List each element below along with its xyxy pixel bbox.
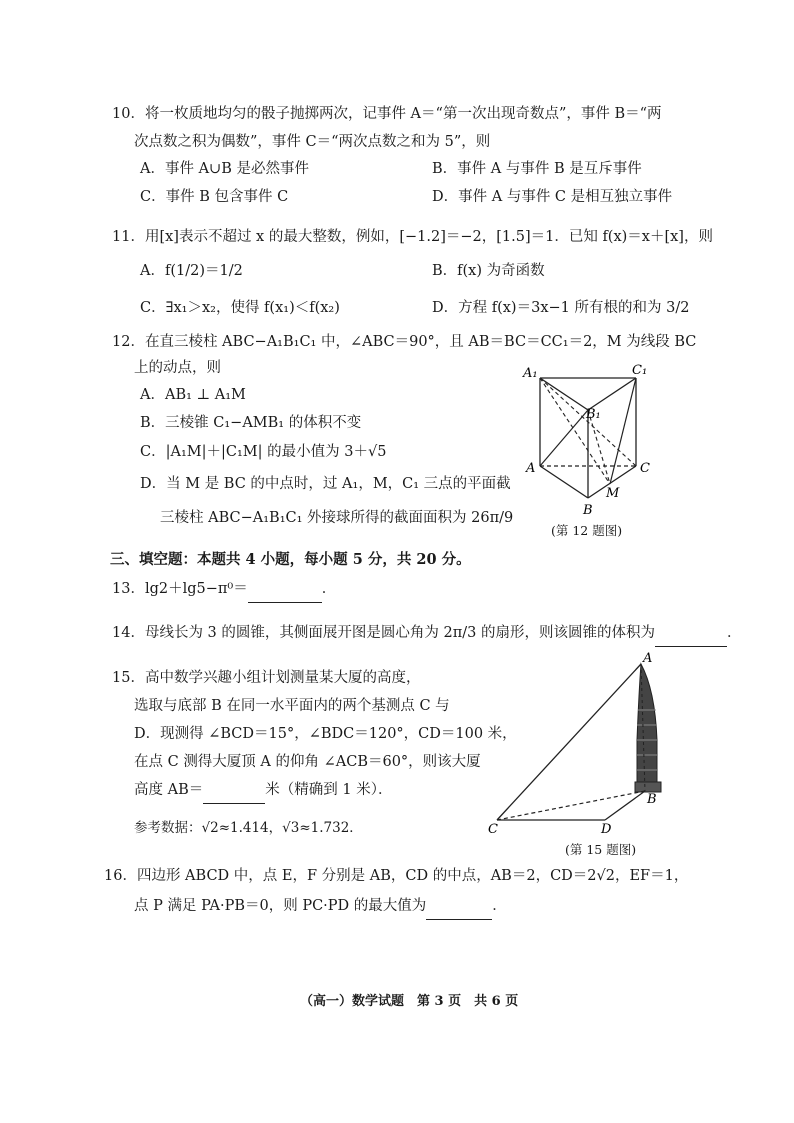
q15-line2: 选取与底部 B 在同一水平面内的两个基测点 C 与 bbox=[134, 698, 450, 714]
section-3-heading: 三、填空题：本题共 4 小题，每小题 5 分，共 20 分。 bbox=[110, 551, 471, 568]
label-d: D bbox=[601, 822, 612, 837]
q13-answer-blank[interactable] bbox=[248, 586, 322, 603]
label-m: M bbox=[606, 486, 620, 501]
q15-line4: 在点 C 测得大厦顶 A 的仰角 ∠ACB＝60°，则该大厦 bbox=[134, 754, 481, 770]
q12-option-d-line1: D．当 M 是 BC 的中点时，过 A₁，M，C₁ 三点的平面截 bbox=[140, 476, 511, 492]
q11-option-c: C．∃x₁＞x₂，使得 f(x₁)＜f(x₂) bbox=[140, 300, 340, 316]
q14-line: 14．母线长为 3 的圆锥，其侧面展开图是圆心角为 2π/3 的扇形，则该圆锥的体积为 ． bbox=[112, 619, 741, 647]
q11-option-a: A．f(1/2)＝1/2 bbox=[140, 263, 243, 279]
q14-answer-blank[interactable] bbox=[655, 630, 727, 647]
q12-figure-caption: (第 12 题图) bbox=[551, 523, 623, 538]
q10-stem-line1: 10．将一枚质地均匀的骰子抛掷两次，记事件 A＝“第一次出现奇数点”，事件 B＝“两 bbox=[112, 106, 662, 122]
q15-answer-blank[interactable] bbox=[203, 787, 265, 804]
label-b1: B₁ bbox=[586, 407, 601, 422]
q15-line3: D．现测得 ∠BCD＝15°，∠BDC＝120°，CD＝100 米， bbox=[134, 726, 517, 742]
q15-line1: 15．高中数学兴趣小组计划测量某大厦的高度， bbox=[112, 670, 421, 686]
q14-stem: 14．母线长为 3 的圆锥，其侧面展开图是圆心角为 2π/3 的扇形，则该圆锥的体积为 bbox=[112, 625, 655, 641]
label-c: C bbox=[488, 822, 498, 837]
q12-option-b: B．三棱锥 C₁−AMB₁ 的体积不变 bbox=[140, 415, 362, 431]
q13-stem: 13．lg2＋lg5−π⁰＝ bbox=[112, 581, 248, 597]
q10-option-b: B．事件 A 与事件 B 是互斥事件 bbox=[432, 161, 642, 177]
label-b: B bbox=[647, 792, 657, 807]
page-footer: （高一）数学试题 第 3 页 共 6 页 bbox=[300, 994, 519, 1009]
label-c1: C₁ bbox=[632, 363, 648, 378]
label-c: C bbox=[640, 461, 650, 476]
q15-line5-a: 高度 AB＝ bbox=[134, 782, 204, 798]
q12-option-c: C．|A₁M|＋|C₁M| 的最小值为 3＋√5 bbox=[140, 444, 387, 460]
q12-option-d-line2: 三棱柱 ABC−A₁B₁C₁ 外接球所得的截面面积为 26π/9 bbox=[160, 510, 514, 526]
q16-answer-blank[interactable] bbox=[426, 903, 492, 920]
q12-option-a: A．AB₁ ⊥ A₁M bbox=[140, 387, 246, 403]
q15-figure-caption: (第 15 题图) bbox=[565, 842, 637, 857]
q10-option-c: C．事件 B 包含事件 C bbox=[140, 189, 289, 205]
q15-line5 bbox=[134, 776, 392, 804]
q12-prism-figure bbox=[520, 360, 660, 520]
q10-option-a: A．事件 A∪B 是必然事件 bbox=[140, 161, 309, 177]
q16-line2: 点 P 满足 PA·PB＝0，则 PC·PD 的最大值为 ． bbox=[134, 892, 507, 920]
q11-stem: 11．用[x]表示不超过 x 的最大整数，例如，[−1.2]＝−2，[1.5]＝1．已知 f(x)＝x＋[x]，则 bbox=[112, 229, 713, 245]
q16-line2-text: 点 P 满足 PA·PB＝0，则 PC·PD 的最大值为 bbox=[134, 898, 427, 914]
q15-line5-b: 米（精确到 1 米）． bbox=[265, 782, 393, 798]
label-a: A bbox=[526, 461, 536, 476]
q12-stem-line1: 12．在直三棱柱 ABC−A₁B₁C₁ 中，∠ABC＝90°，且 AB＝BC＝CC₁＝2，M 为线段 BC bbox=[112, 334, 697, 350]
q10-stem-line2: 次点数之积为偶数”，事件 C＝“两次点数之和为 5”，则 bbox=[134, 134, 491, 150]
q15-building-figure bbox=[485, 650, 680, 838]
q12-stem-line2: 上的动点，则 bbox=[134, 360, 221, 376]
label-a1: A₁ bbox=[523, 366, 538, 381]
q15-reference-data: 参考数据：√2≈1.414，√3≈1.732． bbox=[134, 820, 363, 836]
label-a: A bbox=[643, 651, 653, 666]
q11-option-b: B．f(x) 为奇函数 bbox=[432, 263, 545, 279]
label-b: B bbox=[583, 503, 593, 518]
q11-option-d: D．方程 f(x)＝3x−1 所有根的和为 3/2 bbox=[432, 300, 690, 316]
q10-option-d: D．事件 A 与事件 C 是相互独立事件 bbox=[432, 189, 673, 205]
q13-line: 13．lg2＋lg5−π⁰＝ ． bbox=[112, 575, 336, 603]
q16-line1: 16．四边形 ABCD 中，点 E，F 分别是 AB，CD 的中点，AB＝2，CD＝2√2，EF＝1， bbox=[104, 868, 689, 884]
